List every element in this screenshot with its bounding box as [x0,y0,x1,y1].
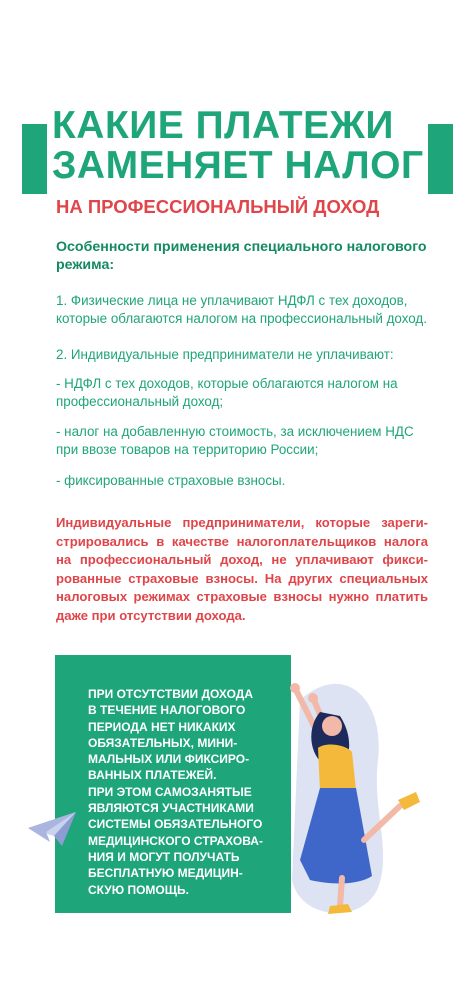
page-title-line-2: ЗАМЕНЯЕТ НАЛОГ [52,144,424,187]
important-note: Индивидуальные предприниматели, которые зареги-стрировались в качестве налогоплательщиков налога на профессиональный доход, не уплачивают фикси-рованные страховые взносы. На других специальных налоговых режимах страховые взносы нужно платить даже при отсутствии дохода. [56,515,428,623]
features-heading: Особенности применения специального налогового режима: [56,239,427,273]
feature-item-3: - НДФЛ с тех доходов, которые облагаются налогом на профессиональный доход; [56,376,398,409]
title-accent-bar-left [22,124,47,194]
title-accent-bar-right [428,124,453,194]
feature-item-4: - налог на добавленную стоимость, за исключением НДС при ввозе товаров на территорию России; [56,424,414,457]
info-panel-text: ПРИ ОТСУТСТВИИ ДОХОДА В ТЕЧЕНИЕ НАЛОГОВОГО ПЕРИОДА НЕТ НИКАКИХ ОБЯЗАТЕЛЬНЫХ, МИНИ- МАЛЬНЫХ ИЛИ ФИКСИРО- ВАННЫХ ПЛАТЕЖЕЙ. ПРИ ЭТОМ САМОЗАНЯТЫЕ ЯВЛЯЮТСЯ УЧАСТНИКАМИ СИСТЕМЫ ОБЯЗАТЕЛЬНОГО МЕДИЦИНСКОГО СТРАХОВА- НИЯ И МОГУТ ПОЛУЧАТЬ БЕСПЛАТНУЮ МЕДИЦИН- СКУЮ ПОМОЩЬ. [88,687,263,897]
paper-plane-icon [28,812,76,846]
page-subtitle: НА ПРОФЕССИОНАЛЬНЫЙ ДОХОД [56,196,380,217]
feature-item-1: 1. Физические лица не уплачивают НДФЛ с тех доходов, которые облагаются налогом на профессиональный доход. [56,293,427,326]
feature-item-2: 2. Индивидуальные предприниматели не уплачивают: [56,347,394,362]
feature-item-5: - фиксированные страховые взносы. [56,473,286,488]
page-title-line-1: КАКИЕ ПЛАТЕЖИ [52,104,394,147]
